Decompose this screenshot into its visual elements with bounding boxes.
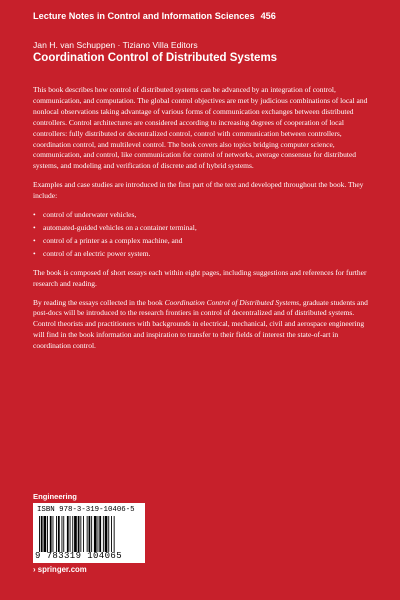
barcode-stripe	[87, 516, 88, 552]
barcode-stripe	[39, 516, 40, 552]
barcode-stripe	[105, 516, 108, 552]
barcode-stripe	[41, 516, 43, 552]
barcode-stripe	[94, 516, 97, 552]
barcode-stripe	[56, 516, 57, 552]
barcode-stripe	[91, 516, 92, 552]
blurb-paragraph-3: The book is composed of short essays each within eight pages, including suggestions and references for further research and reading.	[33, 267, 367, 288]
blurb-paragraph-1: This book describes how control of distributed systems can be advanced by an integration of control, communication, and computation. The global control objectives are met by judicious combinations of local and nonlocal observations taking advantage of various forms of communication exchanges between distributed controllers. Control architectures are considered according to increasing degrees of cooperation of local controllers: fully distributed or decentralized control, control with communication between controllers, coordination control, and multilevel control. The book covers also topics bridging computer science, communication, and control, like communication for control of networks, average consensus for distributed systems, and modeling and verification of discrete and of hybrid systems.	[33, 85, 368, 171]
barcode-stripe	[98, 516, 99, 552]
barcode-stripe	[53, 516, 54, 552]
book-title: Coordination Control of Distributed Systems	[33, 52, 278, 64]
list-item: • control of underwater vehicles,	[43, 210, 371, 221]
blurb-paragraph-2: Examples and case studies are introduced in the first part of the text and developed throughout the book. They include:	[33, 180, 364, 201]
series-title	[33, 11, 276, 21]
barcode-bars	[39, 516, 139, 552]
p4-text-start: By reading the essays collected in the book	[33, 297, 165, 307]
barcode-stripe	[80, 516, 81, 552]
barcode-stripe	[89, 516, 91, 552]
subject-category: Engineering	[33, 492, 77, 501]
p4-text-end: , graduate students and post-docs will be introduced to the research frontiers in control of decentralized and of distributed systems. Control theorists and practitioners with backgrounds in electrical, mechanical, civil and aerospace engineering will find in the book information and inspiration to transfer to their fields of interest the state-of-art in coordination control.	[33, 297, 368, 351]
back-cover-blurb	[33, 85, 371, 360]
barcode-stripe	[44, 516, 47, 552]
barcode-stripe	[72, 516, 73, 552]
list-item: • automated-guided vehicles on a container terminal,	[43, 223, 371, 234]
book-editors: Jan H. van Schuppen · Tiziano Villa Editors	[33, 40, 198, 50]
p4-book-title-italic: Coordination Control of Distributed Systems	[164, 297, 300, 307]
barcode-stripe	[74, 516, 77, 552]
barcode-stripe	[108, 516, 109, 552]
barcode-stripe	[111, 516, 112, 552]
barcode-digits: 9 783319 104065	[35, 551, 123, 561]
example-list	[33, 210, 371, 260]
blurb-paragraph-4	[33, 298, 371, 353]
barcode-stripe	[114, 516, 115, 552]
publisher-website: › springer.com	[33, 565, 87, 574]
barcode-stripe	[63, 516, 64, 552]
barcode-stripe	[47, 516, 48, 552]
isbn-label: ISBN 978-3-319-10406-5	[37, 506, 135, 514]
barcode-stripe	[50, 516, 52, 552]
series-volume: 456	[260, 11, 276, 21]
isbn-barcode	[33, 503, 145, 563]
barcode-stripe	[62, 516, 63, 552]
barcode-stripe	[83, 516, 84, 552]
barcode-stripe	[67, 516, 69, 552]
list-item: • control of an electric power system.	[43, 249, 371, 260]
barcode-stripe	[78, 516, 80, 552]
barcode-stripe	[99, 516, 101, 552]
barcode-stripe	[103, 516, 104, 552]
barcode-stripe	[70, 516, 71, 552]
barcode-stripe	[58, 516, 60, 552]
series-name: Lecture Notes in Control and Information Sciences	[33, 11, 255, 21]
list-item: • control of a printer as a complex machine, and	[43, 236, 371, 247]
